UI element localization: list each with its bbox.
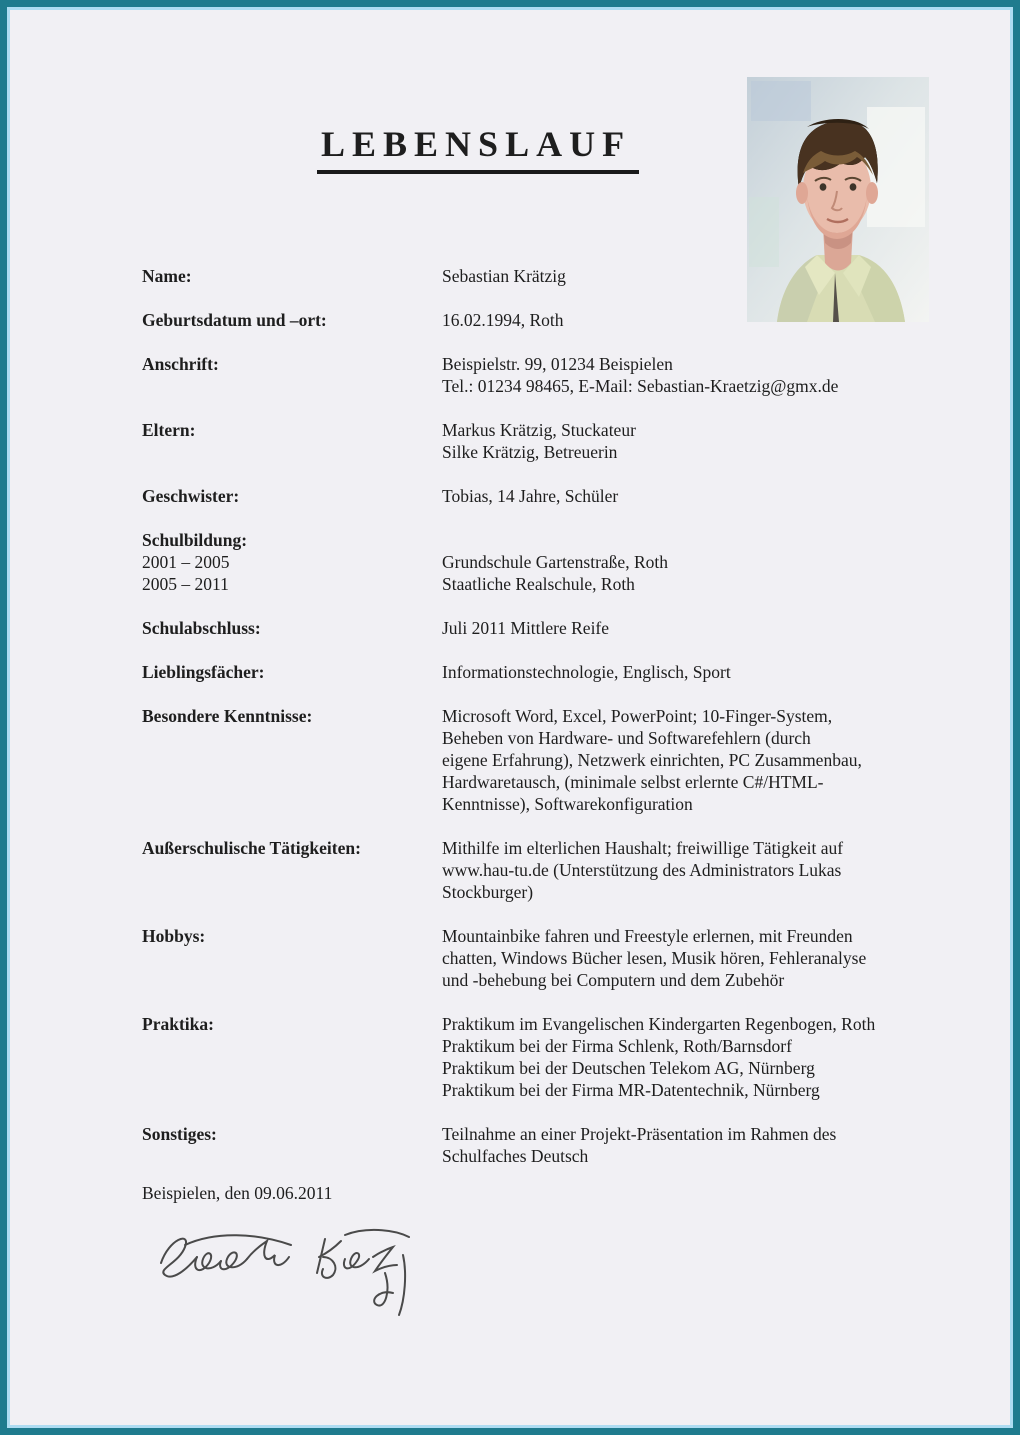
field-value: Markus Krätzig, Stuckateur [442,420,636,440]
row-value-column [442,925,942,991]
signature [149,1215,439,1320]
row-value-column [442,837,942,903]
row-label-column [142,529,442,595]
field-label: Schulabschluss: [142,618,261,638]
resume-row [142,485,942,507]
row-label-column [142,485,442,507]
field-value: Beispielstr. 99, 01234 Beispielen [442,354,673,374]
field-label: Besondere Kenntnisse: [142,706,313,726]
field-value: Informationstechnologie, Englisch, Sport [442,662,731,682]
field-value: Silke Krätzig, Betreuerin [442,442,618,462]
row-value-column [442,705,942,815]
field-label: Sonstiges: [142,1124,217,1144]
field-label: Lieblingsfächer: [142,662,265,682]
row-label-column [142,419,442,463]
row-label-column [142,705,442,815]
resume-row [142,353,942,397]
field-label: Geburtsdatum und –ort: [142,310,327,330]
handwritten-signature-icon [149,1215,439,1320]
field-label-sub: 2001 – 2005 [142,552,230,572]
field-value: Mithilfe im elterlichen Haushalt; freiwillige Tätigkeit auf [442,838,844,858]
row-value-column [442,1013,942,1101]
field-value: Stockburger) [442,882,534,902]
row-value-column [442,529,942,595]
field-value: Praktikum im Evangelischen Kindergarten Regenbogen, Roth [442,1014,876,1034]
field-value: Sebastian Krätzig [442,266,566,286]
row-label-column [142,925,442,991]
resume-row [142,419,942,463]
field-value: 16.02.1994, Roth [442,310,564,330]
field-value: Grundschule Gartenstraße, Roth [442,552,668,572]
resume-row [142,661,942,683]
field-value: Praktikum bei der Firma Schlenk, Roth/Barnsdorf [442,1036,792,1056]
row-value-column [442,485,942,507]
row-value-column [442,661,942,683]
row-label-column [142,617,442,639]
field-value: Staatliche Realschule, Roth [442,574,635,594]
field-value: Praktikum bei der Deutschen Telekom AG, Nürnberg [442,1058,815,1078]
row-value-column [442,419,942,463]
field-value: Juli 2011 Mittlere Reife [442,618,610,638]
date-location-line: Beispielen, den 09.06.2011 [142,1183,333,1203]
resume-row [142,925,942,991]
field-label: Anschrift: [142,354,219,374]
field-value: chatten, Windows Bücher lesen, Musik hören, Fehleranalyse [442,948,867,968]
row-label-column [142,309,442,331]
field-value: Mountainbike fahren und Freestyle erlernen, mit Freunden [442,926,853,946]
field-label: Eltern: [142,420,196,440]
field-label: Geschwister: [142,486,240,506]
field-value: www.hau-tu.de (Unterstützung des Administrators Lukas [442,860,842,880]
row-value-column [442,265,942,287]
page-title: LEBENSLAUF [317,123,639,174]
field-label: Hobbys: [142,926,206,946]
resume-row [142,529,942,595]
row-label-column [142,661,442,683]
field-value [442,529,942,551]
field-value: Teilnahme an einer Projekt-Präsentation im Rahmen des [442,1124,837,1144]
field-label-sub: 2005 – 2011 [142,574,229,594]
resume-rows [142,265,942,1189]
resume-row [142,1123,942,1167]
field-value: und -behebung bei Computern und dem Zubehör [442,970,785,990]
field-value: Schulfaches Deutsch [442,1146,589,1166]
resume-row [142,265,942,287]
field-value: Praktikum bei der Firma MR-Datentechnik, Nürnberg [442,1080,820,1100]
field-label: Außerschulische Tätigkeiten: [142,838,361,858]
field-value: Microsoft Word, Excel, PowerPoint; 10-Finger-System, [442,706,833,726]
row-label-column [142,1123,442,1167]
field-label: Name: [142,266,192,286]
field-value: Kenntnisse), Softwarekonfiguration [442,794,693,814]
field-value: Tel.: 01234 98465, E-Mail: Sebastian-Kraetzig@gmx.de [442,376,839,396]
row-value-column [442,309,942,331]
resume-row [142,309,942,331]
row-value-column [442,353,942,397]
field-value: Hardwaretausch, (minimale selbst erlernte C#/HTML- [442,772,824,792]
field-value: Beheben von Hardware- und Softwarefehlern (durch [442,728,811,748]
row-label-column [142,837,442,903]
resume-row [142,705,942,815]
resume-row [142,837,942,903]
row-label-column [142,1013,442,1101]
field-value: Tobias, 14 Jahre, Schüler [442,486,619,506]
resume-row [142,1013,942,1101]
row-label-column [142,265,442,287]
field-value: eigene Erfahrung), Netzwerk einrichten, PC Zusammenbau, [442,750,862,770]
field-label: Praktika: [142,1014,214,1034]
field-label: Schulbildung: [142,530,248,550]
row-label-column [142,353,442,397]
resume-row [142,617,942,639]
row-value-column [442,617,942,639]
row-value-column [442,1123,942,1167]
